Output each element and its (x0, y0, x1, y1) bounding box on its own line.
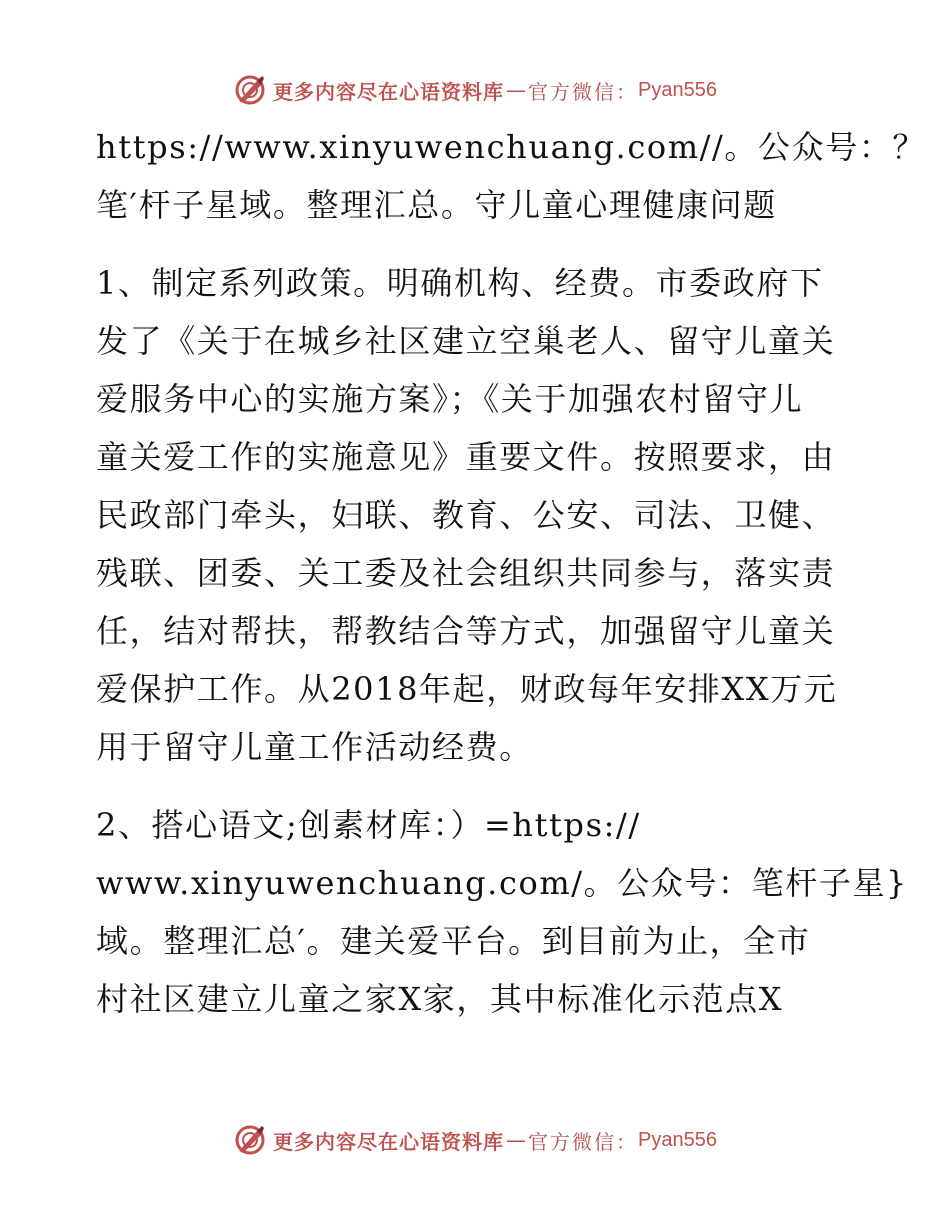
header-wechat-id: Pyan556 (638, 78, 717, 101)
footer-separator: — (506, 1128, 527, 1152)
header-site-text: 更多内容尽在心语资料库 (273, 79, 505, 104)
para2-line-2: www.xinyuwenchuang.com/。公众号：笔杆子星} (96, 864, 909, 902)
header-wechat-label: 官方微信： (528, 79, 639, 104)
header-separator: — (506, 78, 527, 102)
para1-line-8: 爱保护工作。从2018年起，财政每年安排XX万元 (96, 670, 838, 708)
para1-line-5: 民政部门牵头，妇联、教育、公安、司法、卫健、 (96, 496, 836, 534)
para1-line-2: 发了《关于在城乡社区建立空巢老人、留守儿童关 (96, 322, 836, 360)
para2-line-4: 村社区建立儿童之家X家，其中标准化示范点X (96, 980, 784, 1018)
para2-line-3: 域。整理汇总′。建关爱平台。到目前为止，全市 (96, 922, 811, 960)
para1-line-7: 任，结对帮扶，帮教结合等方式，加强留守儿童关 (96, 612, 836, 650)
para1-line-4: 童关爱工作的实施意见》重要文件。按照要求，由 (96, 438, 836, 476)
intro-line-1: https://www.xinyuwenchuang.com//。公众号：？ (96, 128, 927, 166)
para1-line-9: 用于留守儿童工作活动经费。 (96, 728, 533, 766)
logo-icon (233, 1123, 267, 1157)
footer-banner (0, 1120, 950, 1160)
footer-wechat-id: Pyan556 (638, 1128, 717, 1151)
intro-line-2: 笔′杆子星域。整理汇总。守儿童心理健康问题 (96, 186, 777, 224)
logo-icon (233, 73, 267, 107)
header-banner (0, 70, 950, 110)
para1-line-6: 残联、团委、关工委及社会组织共同参与，落实责 (96, 554, 836, 592)
footer-site-text: 更多内容尽在心语资料库 (273, 1129, 505, 1154)
document-body (96, 118, 927, 1028)
para2-line-1: 2、搭心语文;创素材库：）=https:// (96, 806, 641, 844)
footer-wechat-label: 官方微信： (528, 1129, 639, 1154)
para1-line-1: 1、制定系列政策。明确机构、经费。市委政府下 (96, 264, 824, 302)
para1-line-3: 爱服务中心的实施方案》；《关于加强农村留守儿 (96, 380, 804, 418)
